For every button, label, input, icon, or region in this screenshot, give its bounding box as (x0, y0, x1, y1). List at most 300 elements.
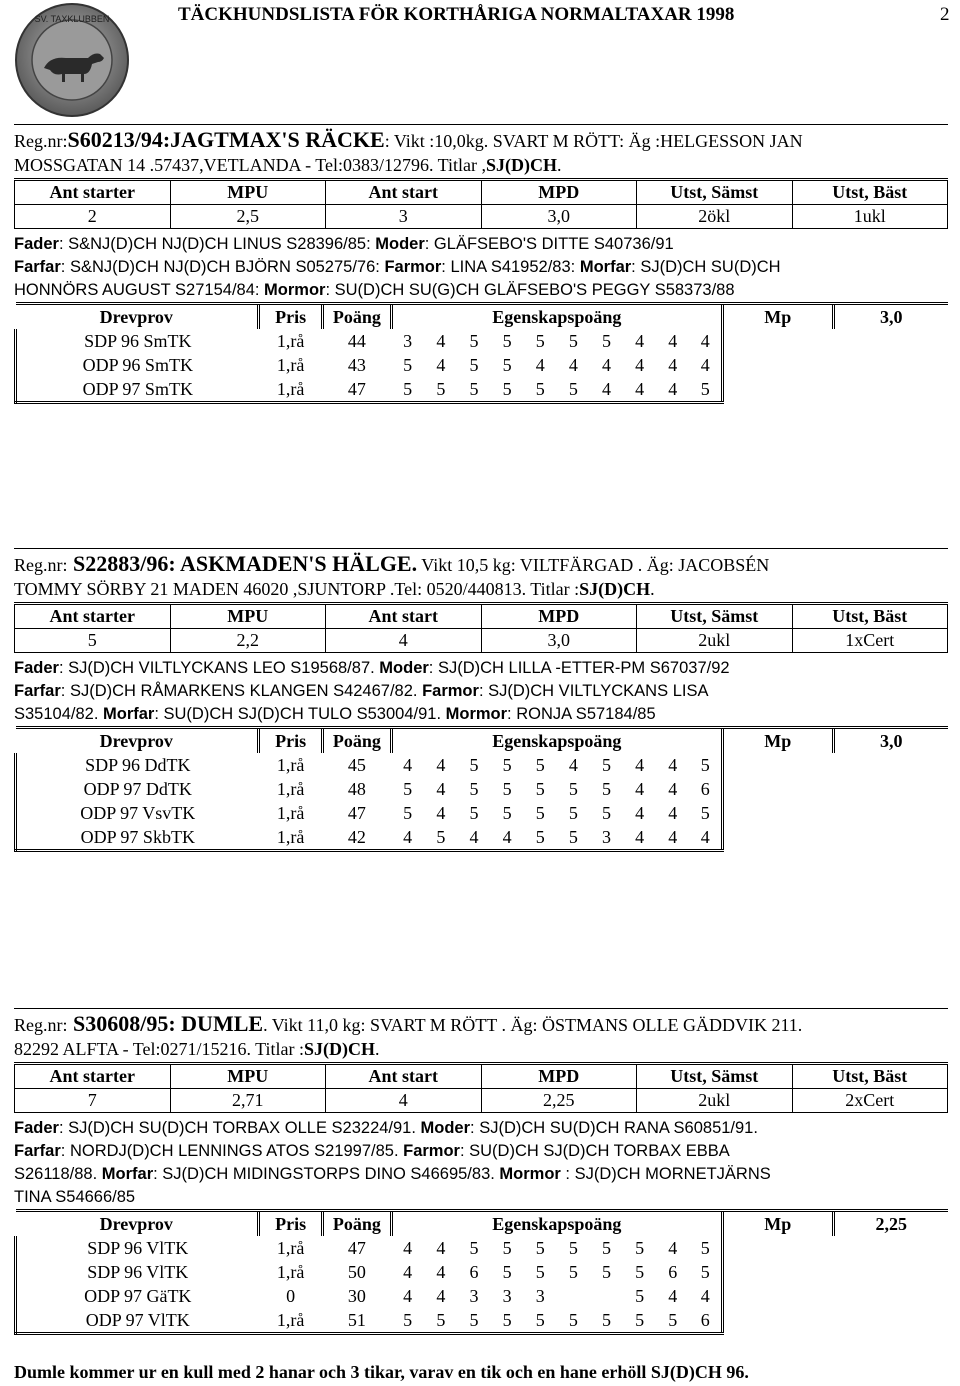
logo-text: SV. TAXKLUBBEN (34, 14, 110, 24)
pedigree-text: : LINA S41952/83: (441, 258, 580, 276)
poang-cell: 44 (347, 330, 366, 351)
mp-value: 2,25 (833, 1211, 948, 1237)
pedigree-text: : S&NJ(D)CH NJ(D)CH LINUS S28396/85: (58, 235, 376, 253)
egenskap-cell: 4 (668, 778, 678, 799)
egenskap-cell: 3 (469, 1285, 479, 1306)
pris-cell: 1,rå (276, 778, 305, 799)
egenskap-cell: 4 (689, 825, 722, 851)
egenskapspoang-header: Egenskapspoäng (391, 728, 722, 754)
pedigree-label: Mormor (445, 705, 508, 723)
egenskap-cell: 4 (436, 778, 446, 799)
pedigree-line (14, 703, 948, 726)
poang-cell: 48 (347, 778, 366, 799)
egenskap-cell: 5 (535, 330, 545, 351)
egenskapspoang-header: Egenskapspoäng (391, 304, 722, 330)
egenskap-cell: 5 (623, 1308, 656, 1334)
egenskap-cell: 5 (689, 377, 722, 403)
stats-header: Ant starter (15, 180, 171, 205)
stats-cell: 3 (326, 205, 482, 229)
stats-header: Utst, Sämst (637, 180, 793, 205)
owner-line (14, 577, 948, 601)
drevprov-name: ODP 97 DdTK (16, 777, 259, 801)
pris-cell: 1,rå (259, 825, 323, 851)
reg-prefix: Reg.nr: (14, 1015, 68, 1035)
owner-line (14, 1037, 948, 1061)
pedigree (14, 233, 948, 302)
drevprov-table (14, 1209, 948, 1335)
owner-line (14, 153, 948, 177)
pedigree-line (14, 680, 948, 703)
egenskap-cell: 5 (557, 825, 590, 851)
egenskap-cell: 5 (469, 802, 479, 823)
footnote: Dumle kommer ur en kull med 2 hanar och 3 tikar, varav en tik och en hane erhöll SJ(D)CH 96. (14, 1362, 749, 1382)
stats-table (14, 602, 948, 653)
egenskap-cell: 4 (590, 377, 623, 403)
dog-entry (14, 124, 948, 404)
pris-cell: 1,rå (276, 754, 305, 775)
mp-header: Mp (723, 304, 833, 330)
pedigree-text: : RONJA S57184/85 (507, 705, 656, 723)
stats-cell: 4 (326, 1089, 482, 1113)
pedigree-text: : SJ(D)CH VILTLYCKANS LEO S19568/87. (58, 659, 380, 677)
egenskap-cell: 5 (557, 1308, 590, 1334)
pedigree-text: : SJ(D)CH SU(D)CH RANA S60851/91. (470, 1119, 758, 1137)
egenskap-cell: 5 (635, 1261, 645, 1282)
pedigree-text: : SJ(D)CH SU(D)CH (631, 258, 781, 276)
pedigree-text: S35104/82. (14, 705, 103, 723)
egenskap-cell: 5 (535, 1261, 545, 1282)
stats-cell: 2ukl (637, 629, 793, 653)
egenskap-cell: 4 (403, 1237, 413, 1258)
pedigree-label: Farmor (384, 258, 442, 276)
blank-cell (723, 801, 948, 825)
pris-cell: 1,rå (276, 802, 305, 823)
blank-cell (723, 329, 948, 353)
egenskap-cell: 5 (469, 354, 479, 375)
egenskap-cell: 5 (502, 330, 512, 351)
egenskap-cell: 4 (436, 1261, 446, 1282)
egenskap-cell: 5 (535, 778, 545, 799)
drevprov-name: SDP 96 SmTK (16, 329, 259, 353)
pedigree-line (14, 1117, 948, 1140)
egenskap-cell: 4 (700, 354, 710, 375)
dog-name: S22883/96: ASKMADEN'S HÄLGE. (67, 551, 418, 576)
egenskap-cell: 5 (602, 1261, 612, 1282)
egenskap-cell (590, 1284, 623, 1308)
pedigree-text: : SJ(D)CH RÅMARKENS KLANGEN S42467/82. (60, 682, 423, 700)
pedigree-label: Fader (14, 1119, 59, 1137)
egenskap-cell: 4 (491, 825, 524, 851)
egenskap-cell: 5 (602, 802, 612, 823)
egenskap-cell: 4 (568, 354, 578, 375)
egenskap-cell: 5 (424, 1308, 457, 1334)
pedigree-line (14, 1163, 948, 1186)
egenskap-cell: 5 (635, 1237, 645, 1258)
stats-cell: 3,0 (481, 205, 637, 229)
pedigree-text: : SJ(D)CH VILTLYCKANS LISA (478, 682, 709, 700)
pedigree-label: Fader (14, 659, 59, 677)
egenskap-cell: 5 (700, 802, 710, 823)
egenskap-cell: 5 (403, 802, 413, 823)
drevprov-table (14, 726, 948, 852)
egenskap-cell: 4 (436, 1285, 446, 1306)
egenskap-cell: 5 (502, 802, 512, 823)
egenskap-cell: 5 (535, 1237, 545, 1258)
blank-cell (723, 777, 948, 801)
egenskap-cell: 5 (524, 377, 557, 403)
egenskapspoang-header: Egenskapspoäng (391, 1211, 722, 1237)
egenskap-cell: 4 (668, 1237, 678, 1258)
egenskap-cell: 5 (700, 1261, 710, 1282)
egenskap-cell: 4 (436, 354, 446, 375)
pedigree-label: Moder (375, 235, 425, 253)
pris-cell: 0 (286, 1285, 296, 1306)
poang-cell: 47 (323, 377, 391, 403)
pedigree-label: Farfar (14, 682, 61, 700)
owner-details: TOMMY SÖRBY 21 MADEN 46020 ,SJUNTORP .Tel: 0520/440813. Titlar : (14, 579, 580, 599)
reg-prefix: Reg.nr: (14, 131, 68, 151)
egenskap-cell: 5 (590, 1308, 623, 1334)
pedigree-text: : S&NJ(D)CH NJ(D)CH BJÖRN S05275/76: (60, 258, 385, 276)
pedigree-label: Fader (14, 235, 59, 253)
blank-cell (723, 1236, 948, 1260)
pedigree-text: : SU(D)CH SJ(D)CH TORBAX EBBA (459, 1142, 730, 1160)
pedigree-label: Moder (379, 659, 429, 677)
pedigree-label: Farfar (14, 258, 61, 276)
egenskap-cell: 6 (700, 778, 710, 799)
stats-header: MPU (170, 604, 326, 629)
stats-header: MPD (481, 1064, 637, 1089)
egenskap-cell: 5 (568, 1237, 578, 1258)
stats-cell: 2 (15, 205, 171, 229)
line-end: . (375, 1039, 380, 1059)
poang-cell: 50 (347, 1261, 366, 1282)
pris-header: Pris (259, 1211, 323, 1237)
stats-header: Utst, Bäst (792, 180, 948, 205)
poang-header: Poäng (323, 728, 391, 754)
pedigree-line (14, 657, 948, 680)
egenskap-cell: 4 (668, 754, 678, 775)
egenskap-cell: 4 (668, 354, 678, 375)
egenskap-cell: 5 (557, 377, 590, 403)
egenskap-cell: 4 (656, 377, 689, 403)
egenskap-cell: 5 (491, 1308, 524, 1334)
dog-details: . Vikt 11,0 kg: SVART M RÖTT . Äg: ÖSTMANS OLLE GÄDDVIK 211. (263, 1015, 803, 1035)
egenskap-cell: 5 (391, 1308, 424, 1334)
pedigree-text: : GLÄFSEBO'S DITTE S40736/91 (424, 235, 674, 253)
registration-line (14, 1012, 948, 1037)
egenskap-cell (557, 1284, 590, 1308)
pris-cell: 1,rå (276, 354, 305, 375)
drevprov-name: ODP 97 VlTK (16, 1308, 259, 1334)
egenskap-cell: 3 (502, 1285, 512, 1306)
egenskap-cell: 4 (457, 825, 490, 851)
egenskap-cell: 5 (469, 778, 479, 799)
stats-cell: 2ökl (637, 205, 793, 229)
egenskap-cell: 5 (469, 330, 479, 351)
egenskap-cell: 4 (602, 354, 612, 375)
egenskap-cell: 4 (436, 754, 446, 775)
stats-cell: 2,2 (170, 629, 326, 653)
blank-cell (723, 1284, 948, 1308)
dachshund-seal-icon (14, 2, 130, 118)
mp-value: 3,0 (833, 304, 948, 330)
pris-cell: 1,rå (276, 1261, 305, 1282)
pris-header: Pris (259, 304, 323, 330)
stats-header: Ant start (326, 1064, 482, 1089)
blank-cell (723, 377, 948, 403)
owner-details: 82292 ALFTA - Tel:0271/15216. Titlar : (14, 1039, 304, 1059)
drevprov-name: ODP 97 SkbTK (16, 825, 259, 851)
pedigree-label: Farmor (422, 682, 479, 700)
egenskap-cell: 4 (700, 330, 710, 351)
titlar-value: SJ(D)CH (304, 1039, 375, 1059)
egenskap-cell: 5 (469, 1237, 479, 1258)
stats-header: MPU (170, 1064, 326, 1089)
pris-cell: 1,rå (276, 330, 305, 351)
pedigree-label: Moder (420, 1119, 471, 1137)
dog-entry (14, 548, 948, 852)
egenskap-cell: 4 (403, 754, 413, 775)
egenskap-cell: 5 (403, 354, 413, 375)
stats-header: Ant start (326, 180, 482, 205)
pedigree-text: : SJ(D)CH SU(D)CH TORBAX OLLE S23224/91. (58, 1119, 421, 1137)
stats-header: Utst, Sämst (637, 604, 793, 629)
dog-name: S30608/95: DUMLE (67, 1011, 264, 1036)
egenskap-cell: 4 (635, 330, 645, 351)
egenskap-cell: 5 (502, 778, 512, 799)
egenskap-cell: 4 (635, 754, 645, 775)
stats-table (14, 178, 948, 229)
drevprov-header: Drevprov (16, 728, 259, 754)
poang-cell: 45 (347, 754, 366, 775)
stats-cell: 2,25 (481, 1089, 637, 1113)
drevprov-name: ODP 97 SmTK (16, 377, 259, 403)
egenskap-cell: 5 (524, 825, 557, 851)
egenskap-cell: 5 (656, 1308, 689, 1334)
separator-line (14, 124, 948, 125)
mp-header: Mp (723, 1211, 833, 1237)
line-end: . (650, 579, 655, 599)
egenskap-cell: 5 (524, 1308, 557, 1334)
dog-details: : Vikt :10,0kg. SVART M RÖTT: Äg :HELGESSON JAN (384, 131, 803, 151)
pedigree-line (14, 1186, 948, 1209)
pedigree-text: : SU(D)CH SJ(D)CH TULO S53004/91. (154, 705, 446, 723)
poang-header: Poäng (323, 304, 391, 330)
stats-header: MPD (481, 604, 637, 629)
egenskap-cell: 5 (700, 1237, 710, 1258)
stats-header: Utst, Bäst (792, 1064, 948, 1089)
owner-details: MOSSGATAN 14 .57437,VETLANDA - Tel:0383/12796. Titlar , (14, 155, 486, 175)
stats-cell: 7 (15, 1089, 171, 1113)
egenskap-cell: 5 (535, 802, 545, 823)
egenskap-cell: 4 (668, 802, 678, 823)
pris-cell: 1,rå (276, 1237, 305, 1258)
reg-prefix: Reg.nr: (14, 555, 68, 575)
pedigree-text: : SJ(D)CH MORNETJÄRNS (560, 1165, 771, 1183)
egenskap-cell: 4 (403, 1285, 413, 1306)
egenskap-cell: 5 (424, 825, 457, 851)
stats-cell: 2xCert (792, 1089, 948, 1113)
egenskap-cell: 3 (535, 1285, 545, 1306)
stats-cell: 2,5 (170, 205, 326, 229)
egenskap-cell: 4 (568, 754, 578, 775)
stats-header: Ant starter (15, 604, 171, 629)
egenskap-cell: 4 (635, 778, 645, 799)
stats-cell: 3,0 (481, 629, 637, 653)
drevprov-header: Drevprov (16, 1211, 259, 1237)
stats-header: MPD (481, 180, 637, 205)
stats-header: Utst, Bäst (792, 604, 948, 629)
poang-cell: 47 (347, 1237, 366, 1258)
pris-cell: 1,rå (259, 1308, 323, 1334)
stats-cell: 2,71 (170, 1089, 326, 1113)
stats-cell: 4 (326, 629, 482, 653)
egenskap-cell: 6 (668, 1261, 678, 1282)
pedigree-label: Morfar (101, 1165, 154, 1183)
drevprov-name: ODP 97 VsvTK (16, 801, 259, 825)
egenskap-cell: 4 (535, 354, 545, 375)
pedigree-line (14, 233, 948, 256)
pedigree-line (14, 1140, 948, 1163)
pedigree-text: : SU(D)CH SU(G)CH GLÄFSEBO'S PEGGY S58373/88 (325, 281, 735, 299)
egenskap-cell: 4 (668, 1285, 678, 1306)
pedigree-label: Farfar (14, 1142, 61, 1160)
egenskap-cell: 5 (535, 754, 545, 775)
stats-cell: 5 (15, 629, 171, 653)
pedigree-label: Morfar (103, 705, 155, 723)
egenskap-cell: 5 (502, 1261, 512, 1282)
drevprov-name: SDP 96 VlTK (16, 1260, 259, 1284)
separator-line (14, 548, 948, 549)
pedigree-text: : NORDJ(D)CH LENNINGS ATOS S21997/85. (60, 1142, 404, 1160)
line-end: . (557, 155, 562, 175)
egenskap-cell: 4 (391, 825, 424, 851)
egenskap-cell: 5 (469, 754, 479, 775)
pedigree-label: Mormor (499, 1165, 561, 1183)
egenskap-cell: 5 (568, 330, 578, 351)
stats-header: Utst, Sämst (637, 1064, 793, 1089)
egenskap-cell: 6 (469, 1261, 479, 1282)
poang-cell: 51 (323, 1308, 391, 1334)
egenskap-cell: 3 (403, 330, 413, 351)
egenskap-cell: 5 (568, 1261, 578, 1282)
drevprov-name: SDP 96 VlTK (16, 1236, 259, 1260)
pedigree-line (14, 279, 948, 302)
drevprov-table (14, 302, 948, 404)
egenskap-cell: 4 (623, 825, 656, 851)
dog-entry (14, 1008, 948, 1335)
egenskap-cell: 5 (602, 330, 612, 351)
mp-header: Mp (723, 728, 833, 754)
egenskap-cell: 4 (436, 802, 446, 823)
stats-cell: 1ukl (792, 205, 948, 229)
blank-cell (723, 825, 948, 851)
drevprov-header: Drevprov (16, 304, 259, 330)
egenskap-cell: 5 (602, 1237, 612, 1258)
pedigree (14, 1117, 948, 1209)
egenskap-cell: 5 (403, 778, 413, 799)
egenskap-cell: 5 (502, 1237, 512, 1258)
pedigree-label: Mormor (264, 281, 326, 299)
stats-header: Ant start (326, 604, 482, 629)
egenskap-cell: 4 (668, 330, 678, 351)
egenskap-cell: 6 (689, 1308, 722, 1334)
poang-cell: 42 (323, 825, 391, 851)
pedigree-text: S26118/88. (14, 1165, 102, 1183)
egenskap-cell: 5 (602, 778, 612, 799)
poang-cell: 30 (347, 1285, 366, 1306)
blank-cell (723, 353, 948, 377)
blank-cell (723, 1260, 948, 1284)
drevprov-name: ODP 96 SmTK (16, 353, 259, 377)
dog-details: Vikt 10,5 kg: VILTFÄRGAD . Äg: JACOBSÉN (417, 555, 770, 575)
registration-line (14, 128, 948, 153)
egenskap-cell: 5 (602, 754, 612, 775)
titlar-value: SJ(D)CH (579, 579, 651, 599)
egenskap-cell: 5 (700, 754, 710, 775)
egenskap-cell: 5 (635, 1285, 645, 1306)
egenskap-cell: 5 (457, 377, 490, 403)
egenskap-cell: 4 (403, 1261, 413, 1282)
poang-cell: 43 (347, 354, 366, 375)
egenskap-cell: 4 (635, 802, 645, 823)
stats-header: MPU (170, 180, 326, 205)
pedigree-text: : SJ(D)CH LILLA -ETTER-PM S67037/92 (428, 659, 730, 677)
egenskap-cell: 4 (436, 1237, 446, 1258)
pris-header: Pris (259, 728, 323, 754)
pedigree-label: Morfar (579, 258, 632, 276)
poang-header: Poäng (323, 1211, 391, 1237)
separator-line (14, 1008, 948, 1009)
blank-cell (723, 1308, 948, 1334)
egenskap-cell: 5 (424, 377, 457, 403)
pris-cell: 1,rå (259, 377, 323, 403)
blank-cell (723, 753, 948, 777)
egenskap-cell: 5 (391, 377, 424, 403)
egenskap-cell: 5 (568, 778, 578, 799)
egenskap-cell: 4 (436, 330, 446, 351)
drevprov-name: ODP 97 GäTK (16, 1284, 259, 1308)
egenskap-cell: 4 (700, 1285, 710, 1306)
pedigree-text: : SJ(D)CH MIDINGSTORPS DINO S46695/83. (153, 1165, 500, 1183)
dog-name: S60213/94:JAGTMAX'S RÄCKE (67, 127, 385, 152)
egenskap-cell: 5 (502, 754, 512, 775)
egenskap-cell: 5 (491, 377, 524, 403)
egenskap-cell: 4 (656, 825, 689, 851)
poang-cell: 47 (347, 802, 366, 823)
pedigree-text: HONNÖRS AUGUST S27154/84: (14, 281, 265, 299)
pedigree-label: Farmor (403, 1142, 460, 1160)
pedigree-line (14, 256, 948, 279)
mp-value: 3,0 (833, 728, 948, 754)
stats-table (14, 1062, 948, 1113)
page-number: 2 (940, 4, 950, 25)
stats-header: Ant starter (15, 1064, 171, 1089)
pedigree (14, 657, 948, 726)
egenskap-cell: 3 (590, 825, 623, 851)
egenskap-cell: 5 (502, 354, 512, 375)
egenskap-cell: 5 (457, 1308, 490, 1334)
stats-cell: 2ukl (637, 1089, 793, 1113)
egenskap-cell: 5 (568, 802, 578, 823)
pedigree-text: TINA S54666/85 (14, 1188, 136, 1206)
page-title: TÄCKHUNDSLISTA FÖR KORTHÅRIGA NORMALTAXAR 1998 (178, 4, 735, 25)
registration-line (14, 552, 948, 577)
stats-cell: 1xCert (792, 629, 948, 653)
titlar-value: SJ(D)CH (486, 155, 557, 175)
egenskap-cell: 4 (623, 377, 656, 403)
